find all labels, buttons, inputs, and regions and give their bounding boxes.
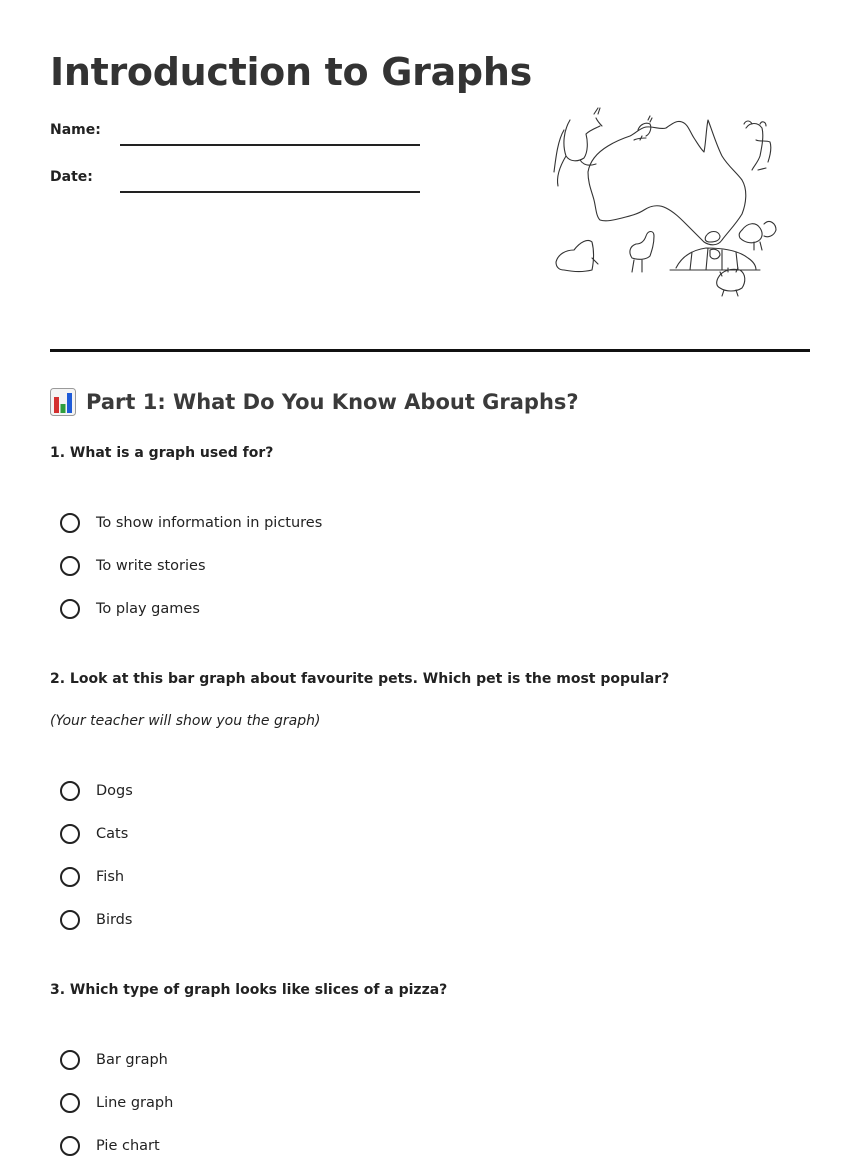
option-label: Pie chart [96,1138,160,1154]
date-line[interactable] [120,191,420,193]
tasmania-outline [710,249,720,259]
question-2: 2. Look at this bar graph about favourite pets. Which pet is the most popular? [50,671,670,687]
radio-button[interactable] [60,781,80,801]
platypus-drawing [556,240,598,271]
page-title: Introduction to Graphs [50,50,532,94]
q3-option-3[interactable] [60,1134,160,1158]
part1-title: Part 1: What Do You Know About Graphs? [86,390,579,414]
q1-option-1[interactable] [60,511,322,535]
question-1: 1. What is a graph used for? [50,445,274,461]
bar-chart-emoji-icon [50,388,76,416]
cockatoo-drawing [739,222,776,250]
radio-button[interactable] [60,1136,80,1156]
echidna-drawing [717,268,745,296]
australia-outline [588,120,746,245]
option-label: Line graph [96,1095,174,1111]
section-divider [50,349,810,352]
q1-option-2[interactable] [60,554,206,578]
q3-option-1[interactable] [60,1048,168,1072]
option-label: Birds [96,912,133,928]
radio-button[interactable] [60,599,80,619]
kangaroo-topleft-drawing [554,108,602,186]
radio-button[interactable] [60,824,80,844]
option-label: Dogs [96,783,133,799]
q2-option-3[interactable] [60,865,124,889]
date-label: Date: [50,169,93,185]
uluru-drawing [670,232,760,271]
option-label: Bar graph [96,1052,168,1068]
option-label: Cats [96,826,129,842]
name-line[interactable] [120,144,420,146]
part1-heading [50,388,579,416]
question-2-hint: (Your teacher will show you the graph) [50,713,321,729]
australia-map-illustration [550,100,786,304]
radio-button[interactable] [60,556,80,576]
option-label: Fish [96,869,125,885]
radio-button[interactable] [60,867,80,887]
radio-button[interactable] [60,910,80,930]
radio-button[interactable] [60,1093,80,1113]
radio-button[interactable] [60,1050,80,1070]
option-label: To show information in pictures [96,515,323,531]
emu-drawing [630,232,654,273]
date-field [50,169,420,199]
name-label: Name: [50,122,101,138]
koala-drawing [744,121,771,170]
q1-option-3[interactable] [60,597,200,621]
name-field [50,122,420,152]
q2-option-4[interactable] [60,908,132,932]
q2-option-2[interactable] [60,822,128,846]
option-label: To write stories [96,558,206,574]
question-3: 3. Which type of graph looks like slices of a pizza? [50,982,448,998]
radio-button[interactable] [60,513,80,533]
q2-option-1[interactable] [60,779,133,803]
q3-option-2[interactable] [60,1091,173,1115]
option-label: To play games [96,601,200,617]
